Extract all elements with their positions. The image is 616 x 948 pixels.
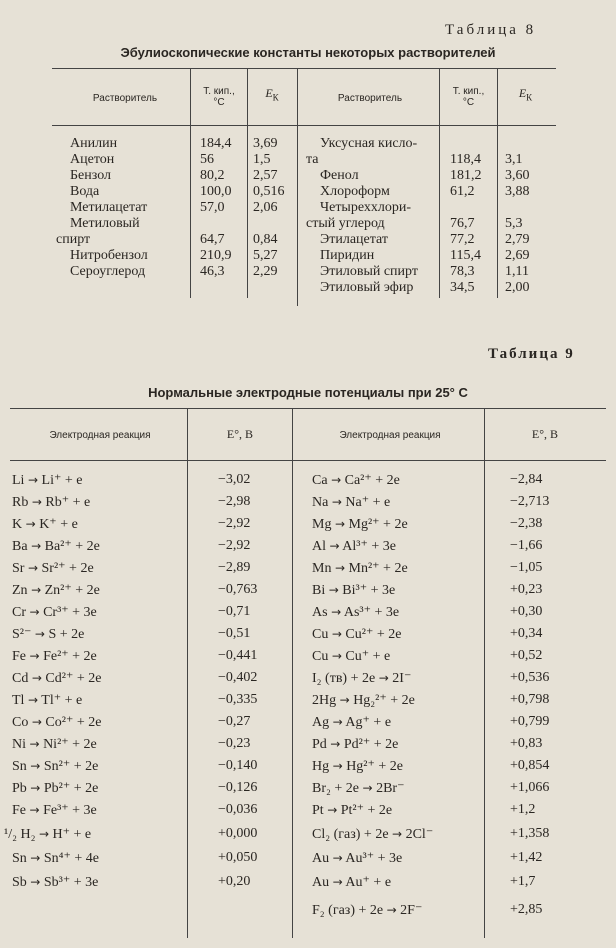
arrow-icon: → xyxy=(329,539,340,553)
potential-value: +0,83 xyxy=(510,736,543,751)
reaction-rhs: H⁺ + e xyxy=(52,827,92,842)
table8-top-rule xyxy=(52,68,556,69)
reaction-row xyxy=(312,626,401,643)
potential-value: +1,358 xyxy=(510,826,550,841)
potential-value: −0,27 xyxy=(218,714,251,729)
reaction-row xyxy=(312,758,403,775)
reaction-row xyxy=(12,560,94,577)
potential-value: −2,92 xyxy=(218,538,251,553)
arrow-icon: → xyxy=(330,737,341,751)
arrow-icon: → xyxy=(25,517,36,531)
reaction-lhs: Cu xyxy=(312,649,329,664)
reaction-rhs: Pd²⁺ + 2e xyxy=(343,737,399,752)
table9-header-rule xyxy=(10,460,606,461)
reaction-lhs: K xyxy=(12,517,23,532)
solvent-name: Ацетон xyxy=(70,152,115,167)
reaction-row xyxy=(12,850,99,867)
ek-value: 2,00 xyxy=(505,280,530,295)
reaction-lhs: I₂ (тв) + 2e xyxy=(312,671,376,686)
ek-subscript: К xyxy=(526,92,533,103)
solvent-name: Хлороформ xyxy=(320,184,390,199)
potential-value: −2,38 xyxy=(510,516,543,531)
reaction-lhs: Co xyxy=(12,715,29,730)
ek-value: 3,69 xyxy=(253,136,278,151)
reaction-rhs: Hg²⁺ + 2e xyxy=(346,759,403,774)
table9-top-rule xyxy=(10,408,606,409)
potential-value: +0,854 xyxy=(510,758,550,773)
solvent-name: спирт xyxy=(56,232,91,247)
reaction-lhs: Ca xyxy=(312,473,328,488)
reaction-lhs: F₂ (газ) + 2e xyxy=(312,903,384,918)
reaction-rhs: Tl⁺ + e xyxy=(41,693,83,708)
solvent-name: Этилацетат xyxy=(320,232,389,247)
boiling-point: 118,4 xyxy=(450,152,481,167)
table9-header-potential-right: E°, В xyxy=(531,427,559,441)
reaction-row xyxy=(312,472,400,489)
reaction-rhs: As³⁺ + 3e xyxy=(343,605,400,620)
ek-value: 5,27 xyxy=(253,248,278,263)
reaction-lhs: Sb xyxy=(12,875,27,890)
potential-value: +0,20 xyxy=(218,874,251,889)
reaction-lhs: Pt xyxy=(312,803,324,818)
table9-header-reaction-left: Электродная реакция xyxy=(49,430,151,441)
reaction-row xyxy=(4,826,91,843)
reaction-rhs: Ba²⁺ + 2e xyxy=(44,539,100,554)
table8-header-bp-left xyxy=(192,86,246,108)
reaction-row xyxy=(312,494,390,511)
arrow-icon: → xyxy=(30,759,41,773)
reaction-row xyxy=(12,582,100,599)
reaction-lhs: Fe xyxy=(12,649,26,664)
arrow-icon: → xyxy=(334,561,346,575)
potential-value: +0,798 xyxy=(510,692,550,707)
potential-value: −0,51 xyxy=(218,626,251,641)
reaction-lhs: Hg xyxy=(312,759,330,774)
solvent-name: Пиридин xyxy=(320,248,375,263)
reaction-lhs: Zn xyxy=(12,583,28,598)
potential-value: −3,02 xyxy=(218,472,251,487)
table9-header-potential-left: E°, В xyxy=(226,427,254,441)
reaction-row xyxy=(312,826,433,843)
table8-header-ek-left xyxy=(248,88,296,103)
reaction-row xyxy=(12,714,101,731)
reaction-row xyxy=(312,802,392,819)
reaction-lhs: Au xyxy=(312,851,330,866)
bp-header-line2: °С xyxy=(213,97,225,108)
reaction-lhs: 2Hg xyxy=(312,693,337,708)
potential-value: −0,763 xyxy=(218,582,258,597)
boiling-point: 56 xyxy=(200,152,214,167)
reaction-rhs: K⁺ + e xyxy=(39,517,78,532)
potential-value: −0,441 xyxy=(218,648,258,663)
potential-value: +0,050 xyxy=(218,850,258,865)
boiling-point: 184,4 xyxy=(200,136,232,151)
potential-value: −0,036 xyxy=(218,802,258,817)
arrow-icon: → xyxy=(31,715,42,729)
bp-header-line2: °С xyxy=(462,97,475,108)
potential-value: −1,05 xyxy=(510,560,543,575)
reaction-rhs: Li⁺ + e xyxy=(41,473,83,488)
ek-value: 2,69 xyxy=(505,248,530,263)
reaction-row xyxy=(312,538,396,555)
arrow-icon: → xyxy=(38,827,50,841)
arrow-icon: → xyxy=(31,495,42,509)
arrow-icon: → xyxy=(30,851,41,865)
arrow-icon: → xyxy=(331,605,342,619)
reaction-row xyxy=(12,802,97,819)
potential-value: −0,335 xyxy=(218,692,258,707)
solvent-name: Нитробензол xyxy=(70,248,148,263)
solvent-name: Этиловый эфир xyxy=(320,280,414,295)
ek-letter: E xyxy=(265,86,273,100)
arrow-icon: → xyxy=(378,671,389,685)
reaction-lhs: Br₂ + 2e xyxy=(312,781,359,796)
ek-value: 2,79 xyxy=(505,232,530,247)
reaction-lhs: Mn xyxy=(312,561,332,576)
reaction-rhs: Hg₂²⁺ + 2e xyxy=(353,693,415,708)
reaction-lhs: Ni xyxy=(12,737,26,752)
potential-value: −2,84 xyxy=(510,472,543,487)
arrow-icon: → xyxy=(30,875,41,889)
reaction-rhs: 2F⁻ xyxy=(400,903,423,918)
reaction-rhs: Sn⁴⁺ + 4e xyxy=(43,851,100,866)
potential-value: +0,536 xyxy=(510,670,550,685)
ek-value: 0,516 xyxy=(253,184,285,199)
reaction-row xyxy=(312,692,415,709)
ek-value: 3,1 xyxy=(505,152,523,167)
ek-value: 2,57 xyxy=(253,168,278,183)
boiling-point: 100,0 xyxy=(200,184,232,199)
reaction-lhs: Sn xyxy=(12,851,27,866)
arrow-icon: → xyxy=(332,759,343,773)
boiling-point: 210,9 xyxy=(200,248,232,263)
potential-value: +0,52 xyxy=(510,648,543,663)
potential-value: −0,23 xyxy=(218,736,251,751)
reaction-lhs: Rb xyxy=(12,495,29,510)
reaction-lhs: Fe xyxy=(12,803,26,818)
solvent-name: Этиловый спирт xyxy=(320,264,418,279)
reaction-row xyxy=(12,780,98,797)
reaction-rhs: Al³⁺ + 3e xyxy=(342,539,396,554)
table8-header-rule xyxy=(52,125,556,126)
table8-header-bp-right xyxy=(441,86,496,108)
boiling-point: 76,7 xyxy=(450,216,475,231)
reaction-rhs: Zn²⁺ + 2e xyxy=(44,583,100,598)
potential-value: +0,30 xyxy=(510,604,543,619)
ek-value: 3,60 xyxy=(505,168,530,183)
table8-divider-1 xyxy=(190,68,191,298)
potential-value: +0,799 xyxy=(510,714,550,729)
table9-header-reaction-right: Электродная реакция xyxy=(339,430,441,441)
reaction-rhs: Pt²⁺ + 2e xyxy=(340,803,393,818)
reaction-lhs: Cr xyxy=(12,605,26,620)
boiling-point: 57,0 xyxy=(200,200,225,215)
reaction-row xyxy=(312,560,408,577)
solvent-name: Вода xyxy=(70,184,100,199)
solvent-name: Четыреххлори- xyxy=(320,200,412,215)
arrow-icon: → xyxy=(327,803,338,817)
ek-value: 3,88 xyxy=(505,184,530,199)
potential-value: +1,42 xyxy=(510,850,543,865)
reaction-rhs: Ni²⁺ + 2e xyxy=(43,737,97,752)
potential-value: −2,89 xyxy=(218,560,251,575)
arrow-icon: → xyxy=(386,903,397,917)
arrow-icon: → xyxy=(331,495,342,509)
reaction-lhs: Sr xyxy=(12,561,25,576)
potential-value: −2,98 xyxy=(218,494,251,509)
solvent-name: стый углерод xyxy=(306,216,385,231)
ek-subscript: К xyxy=(272,92,279,103)
arrow-icon: → xyxy=(328,583,339,597)
boiling-point: 46,3 xyxy=(200,264,225,279)
potential-value: −0,140 xyxy=(218,758,258,773)
reaction-row xyxy=(312,902,422,919)
arrow-icon: → xyxy=(30,781,41,795)
reaction-rhs: Ca²⁺ + 2e xyxy=(344,473,400,488)
reaction-rhs: Au⁺ + e xyxy=(345,875,392,890)
boiling-point: 34,5 xyxy=(450,280,475,295)
arrow-icon: → xyxy=(27,561,39,575)
table8-header-ek-right xyxy=(498,88,553,103)
reaction-lhs: Na xyxy=(312,495,329,510)
solvent-name: Анилин xyxy=(70,136,118,151)
reaction-lhs: Pb xyxy=(12,781,27,796)
reaction-lhs: Au xyxy=(312,875,330,890)
arrow-icon: → xyxy=(331,473,342,487)
reaction-rhs: Ag⁺ + e xyxy=(345,715,392,730)
reaction-lhs: ¹/₂ H₂ xyxy=(4,827,36,842)
reaction-lhs: Bi xyxy=(312,583,326,598)
arrow-icon: → xyxy=(331,627,342,641)
reaction-row xyxy=(312,670,411,687)
solvent-name: Метиловый xyxy=(70,216,140,231)
reaction-rhs: Mn²⁺ + 2e xyxy=(348,561,408,576)
potential-value: −2,713 xyxy=(510,494,550,509)
reaction-rhs: Mg²⁺ + 2e xyxy=(348,517,408,532)
ek-letter: E xyxy=(518,86,527,100)
reaction-lhs: Sn xyxy=(12,759,27,774)
reaction-lhs: Mg xyxy=(312,517,332,532)
table8-header-solvent-right: Растворитель xyxy=(337,93,403,104)
reaction-rhs: 2I⁻ xyxy=(392,671,412,686)
arrow-icon: → xyxy=(29,605,40,619)
reaction-row xyxy=(312,736,398,753)
reaction-row xyxy=(312,582,395,599)
reaction-rhs: Pb²⁺ + 2e xyxy=(43,781,99,796)
potential-value: −2,92 xyxy=(218,516,251,531)
table9-label: Таблица 9 xyxy=(488,346,575,362)
table9-divider-3 xyxy=(484,408,485,938)
ek-value: 5,3 xyxy=(505,216,523,231)
reaction-row xyxy=(312,850,402,867)
solvent-name: Метилацетат xyxy=(70,200,148,215)
boiling-point: 181,2 xyxy=(450,168,482,183)
potential-value: +0,000 xyxy=(218,826,258,841)
reaction-lhs: Cd xyxy=(12,671,29,686)
reaction-row xyxy=(12,874,98,891)
boiling-point: 78,3 xyxy=(450,264,475,279)
reaction-lhs: Ba xyxy=(12,539,28,554)
table9-divider-1 xyxy=(187,408,188,938)
boiling-point: 77,2 xyxy=(450,232,475,247)
reaction-lhs: Li xyxy=(12,473,25,488)
reaction-row xyxy=(12,472,82,489)
reaction-row xyxy=(12,758,98,775)
reaction-lhs: Al xyxy=(312,539,326,554)
reaction-rhs: Na⁺ + e xyxy=(345,495,391,510)
arrow-icon: → xyxy=(29,803,40,817)
reaction-lhs: Pd xyxy=(312,737,327,752)
solvent-name: та xyxy=(306,152,319,167)
solvent-name: Уксусная кисло- xyxy=(320,136,418,151)
arrow-icon: → xyxy=(27,473,39,487)
potential-value: −1,66 xyxy=(510,538,543,553)
potential-value: −0,126 xyxy=(218,780,258,795)
reaction-row xyxy=(312,874,391,891)
reaction-lhs: Cu xyxy=(312,627,329,642)
reaction-row xyxy=(12,736,97,753)
reaction-row xyxy=(312,604,399,621)
reaction-rhs: Co²⁺ + 2e xyxy=(45,715,102,730)
table8-divider-3 xyxy=(297,68,298,306)
reaction-row xyxy=(312,780,404,797)
reaction-rhs: Au³⁺ + 3e xyxy=(345,851,403,866)
ek-value: 2,06 xyxy=(253,200,278,215)
bp-header-line1: Т. кип., xyxy=(452,86,485,97)
table8-title: Эбулиоскопические константы некоторых растворителей xyxy=(120,45,496,60)
arrow-icon: → xyxy=(331,649,342,663)
reaction-rhs: Rb⁺ + e xyxy=(45,495,91,510)
arrow-icon: → xyxy=(34,627,45,641)
arrow-icon: → xyxy=(332,715,343,729)
reaction-lhs: Ag xyxy=(312,715,330,730)
table8-divider-4 xyxy=(439,68,440,298)
arrow-icon: → xyxy=(29,649,40,663)
reaction-row xyxy=(12,648,97,665)
reaction-rhs: Cd²⁺ + 2e xyxy=(45,671,102,686)
reaction-rhs: Sr²⁺ + 2e xyxy=(41,561,94,576)
arrow-icon: → xyxy=(339,693,350,707)
reaction-rhs: Bi³⁺ + 3e xyxy=(342,583,396,598)
reaction-rhs: Fe³⁺ + 3e xyxy=(43,803,97,818)
potential-value: +1,066 xyxy=(510,780,550,795)
reaction-row xyxy=(12,626,84,643)
potential-value: +0,23 xyxy=(510,582,543,597)
arrow-icon: → xyxy=(362,781,373,795)
arrow-icon: → xyxy=(27,693,39,707)
potential-value: −0,402 xyxy=(218,670,258,685)
reaction-row xyxy=(12,692,82,709)
potential-value: +0,34 xyxy=(510,626,543,641)
reaction-rhs: Fe²⁺ + 2e xyxy=(43,649,97,664)
reaction-rhs: Sb³⁺ + 3e xyxy=(43,875,99,890)
reaction-row xyxy=(12,494,90,511)
reaction-rhs: 2Br⁻ xyxy=(376,781,405,796)
ek-value: 2,29 xyxy=(253,264,278,279)
potential-value: −0,71 xyxy=(218,604,251,619)
solvent-name: Сероуглерод xyxy=(70,264,146,279)
boiling-point: 115,4 xyxy=(450,248,481,263)
reaction-lhs: Cl₂ (газ) + 2e xyxy=(312,827,389,842)
boiling-point: 80,2 xyxy=(200,168,225,183)
boiling-point: 61,2 xyxy=(450,184,475,199)
reaction-row xyxy=(312,648,390,665)
reaction-row xyxy=(12,538,100,555)
reaction-lhs: S²⁻ xyxy=(12,627,32,642)
table9-title: Нормальные электродные потенциалы при 25° С xyxy=(148,385,468,400)
solvent-name: Бензол xyxy=(70,168,111,183)
potential-value: +2,85 xyxy=(510,902,543,917)
reaction-rhs: Sn²⁺ + 2e xyxy=(43,759,99,774)
bp-header-line1: Т. кип., xyxy=(203,86,235,97)
reaction-row xyxy=(312,516,408,533)
reaction-rhs: Cu²⁺ + 2e xyxy=(345,627,402,642)
reaction-lhs: As xyxy=(312,605,328,620)
reaction-rhs: 2Cl⁻ xyxy=(405,827,434,842)
arrow-icon: → xyxy=(31,671,42,685)
reaction-row xyxy=(312,714,391,731)
solvent-name: Фенол xyxy=(320,168,359,183)
reaction-row xyxy=(12,516,78,533)
arrow-icon: → xyxy=(31,539,42,553)
arrow-icon: → xyxy=(392,827,403,841)
table8-header-solvent-left: Растворитель xyxy=(92,93,158,104)
arrow-icon: → xyxy=(332,851,343,865)
reaction-rhs: Cu⁺ + e xyxy=(345,649,391,664)
ek-value: 1,11 xyxy=(505,264,529,279)
potential-value: +1,7 xyxy=(510,874,536,889)
ek-value: 0,84 xyxy=(253,232,278,247)
reaction-rhs: S + 2e xyxy=(48,627,85,642)
reaction-row xyxy=(12,604,97,621)
potential-value: +1,2 xyxy=(510,802,536,817)
arrow-icon: → xyxy=(332,875,343,889)
reaction-rhs: Cr³⁺ + 3e xyxy=(43,605,97,620)
table8-label: Таблица 8 xyxy=(445,22,537,38)
arrow-icon: → xyxy=(29,737,40,751)
arrow-icon: → xyxy=(334,517,346,531)
ek-value: 1,5 xyxy=(253,152,271,167)
reaction-row xyxy=(12,670,101,687)
boiling-point: 64,7 xyxy=(200,232,225,247)
reaction-lhs: Tl xyxy=(12,693,25,708)
arrow-icon: → xyxy=(31,583,42,597)
